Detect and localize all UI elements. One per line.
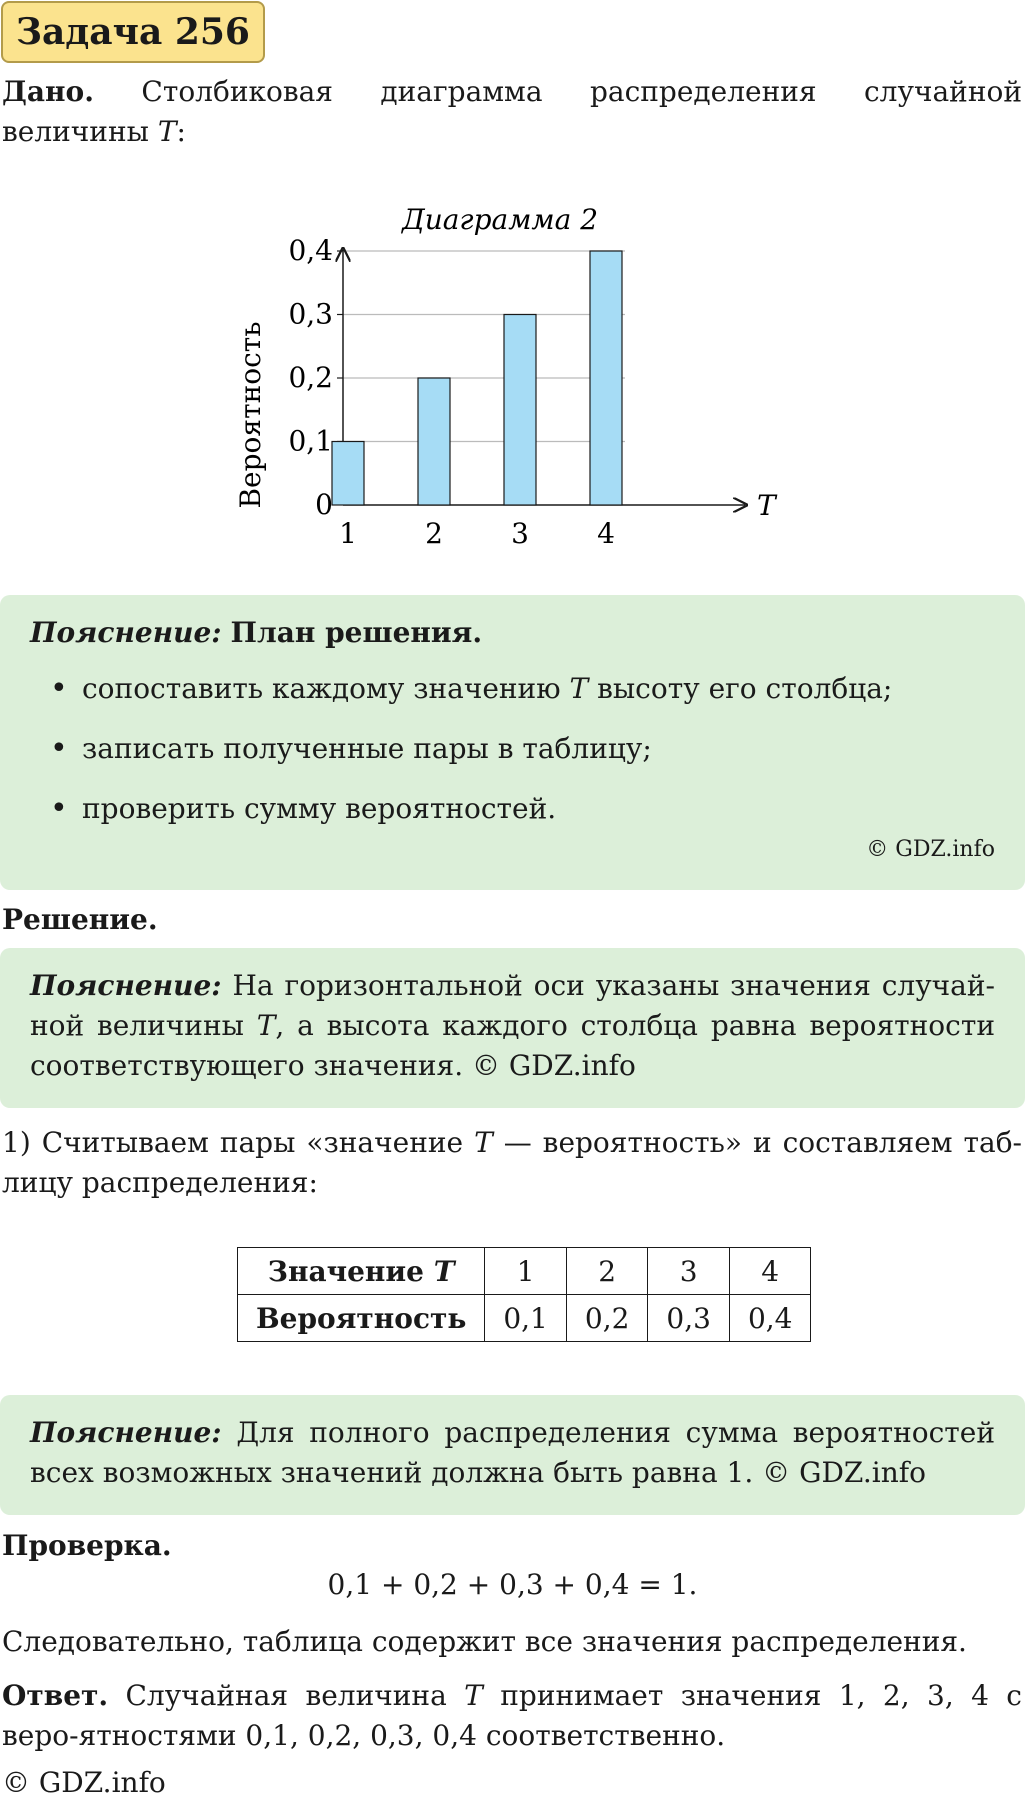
x-axis-label: T xyxy=(757,489,776,522)
problem-title: Задача 256 xyxy=(1,1,265,63)
sum-note-copyright: © GDZ.info xyxy=(762,1456,926,1489)
x-tick-label: 4 xyxy=(597,517,615,550)
table-cell: 0,2 xyxy=(566,1295,648,1342)
x-tick-labels xyxy=(339,517,615,550)
plan-list xyxy=(0,659,1025,839)
footer-copyright: © GDZ.info xyxy=(2,1766,166,1799)
table-cell: 1 xyxy=(485,1248,567,1295)
check-conclusion: Следовательно, таблица содержит все значения распределения. xyxy=(2,1625,967,1658)
explanation-text: Пояснение: На горизонтальной оси указаны значения случай-ной величины T, а высота каждого столбца равна вероятности соответствующего значения. © GDZ.info xyxy=(30,969,995,1082)
given-text: Столбиковая диаграмма распределения случайной величины xyxy=(2,75,1022,148)
given-paragraph: Дано. Столбиковая диаграмма распределения случайной величины T: xyxy=(2,75,1022,148)
y-tick-label: 0,2 xyxy=(288,361,333,394)
table-row xyxy=(238,1295,811,1342)
y-tick-label: 0 xyxy=(315,488,333,521)
y-tick-label: 0,4 xyxy=(288,234,333,267)
plan-note-box xyxy=(0,595,1025,890)
chart-grid xyxy=(337,251,625,442)
list-item: • записать полученные пары в таблицу; xyxy=(50,719,1025,779)
sum-note-box xyxy=(0,1395,1025,1515)
table-cell: 0,1 xyxy=(485,1295,567,1342)
x-tick-label: 3 xyxy=(511,517,529,550)
list-item: • сопоставить каждому значению T высоту его столбца; xyxy=(50,659,1025,719)
bar-1 xyxy=(332,442,364,506)
bar-2 xyxy=(418,378,450,505)
plan-heading: Пояснение: План решения. xyxy=(30,616,483,649)
y-tick-label: 0,1 xyxy=(288,424,333,458)
bar-4 xyxy=(590,251,622,505)
bar-chart xyxy=(220,195,810,555)
y-tick-label: 0,3 xyxy=(288,297,333,331)
step-one-paragraph: 1) Считываем пары «значение T — вероятность» и составляем таб-лицу распределения: xyxy=(2,1126,1023,1199)
explanation-copyright: © GDZ.info xyxy=(472,1049,636,1082)
chart-title: Диаграмма 2 xyxy=(401,203,599,236)
table-row xyxy=(238,1248,811,1295)
x-tick-label: 1 xyxy=(339,517,357,550)
explanation-note-box xyxy=(0,948,1025,1108)
given-var: T xyxy=(157,115,177,148)
distribution-table xyxy=(237,1247,811,1342)
table-cell: 0,3 xyxy=(648,1295,730,1342)
table-cell: 0,4 xyxy=(729,1295,811,1342)
given-label: Дано. xyxy=(2,75,94,108)
check-equation: 0,1 + 0,2 + 0,3 + 0,4 = 1. xyxy=(327,1568,698,1601)
bar-3 xyxy=(504,315,536,506)
plan-copyright: © GDZ.info xyxy=(866,837,995,862)
y-axis-label: Вероятность xyxy=(234,321,267,509)
table-header-value: Значение T xyxy=(238,1248,485,1295)
table-cell: 2 xyxy=(566,1248,648,1295)
check-heading: Проверка. xyxy=(2,1529,172,1562)
table-cell: 4 xyxy=(729,1248,811,1295)
solution-heading: Решение. xyxy=(2,903,158,936)
table-header-probability: Вероятность xyxy=(238,1295,485,1342)
table-cell: 3 xyxy=(648,1248,730,1295)
list-item: • проверить сумму вероятностей. xyxy=(50,779,1025,839)
answer-paragraph: Ответ. Случайная величина T принимает значения 1, 2, 3, 4 с веро-ятностями 0,1, 0,2, 0,3, 0,4 соответственно. xyxy=(2,1679,1022,1752)
sum-note-text: Пояснение: Для полного распределения сумма вероятностей всех возможных значений должна быть равна 1. © GDZ.info xyxy=(30,1416,995,1489)
y-tick-labels xyxy=(288,234,333,521)
x-tick-label: 2 xyxy=(425,517,443,550)
